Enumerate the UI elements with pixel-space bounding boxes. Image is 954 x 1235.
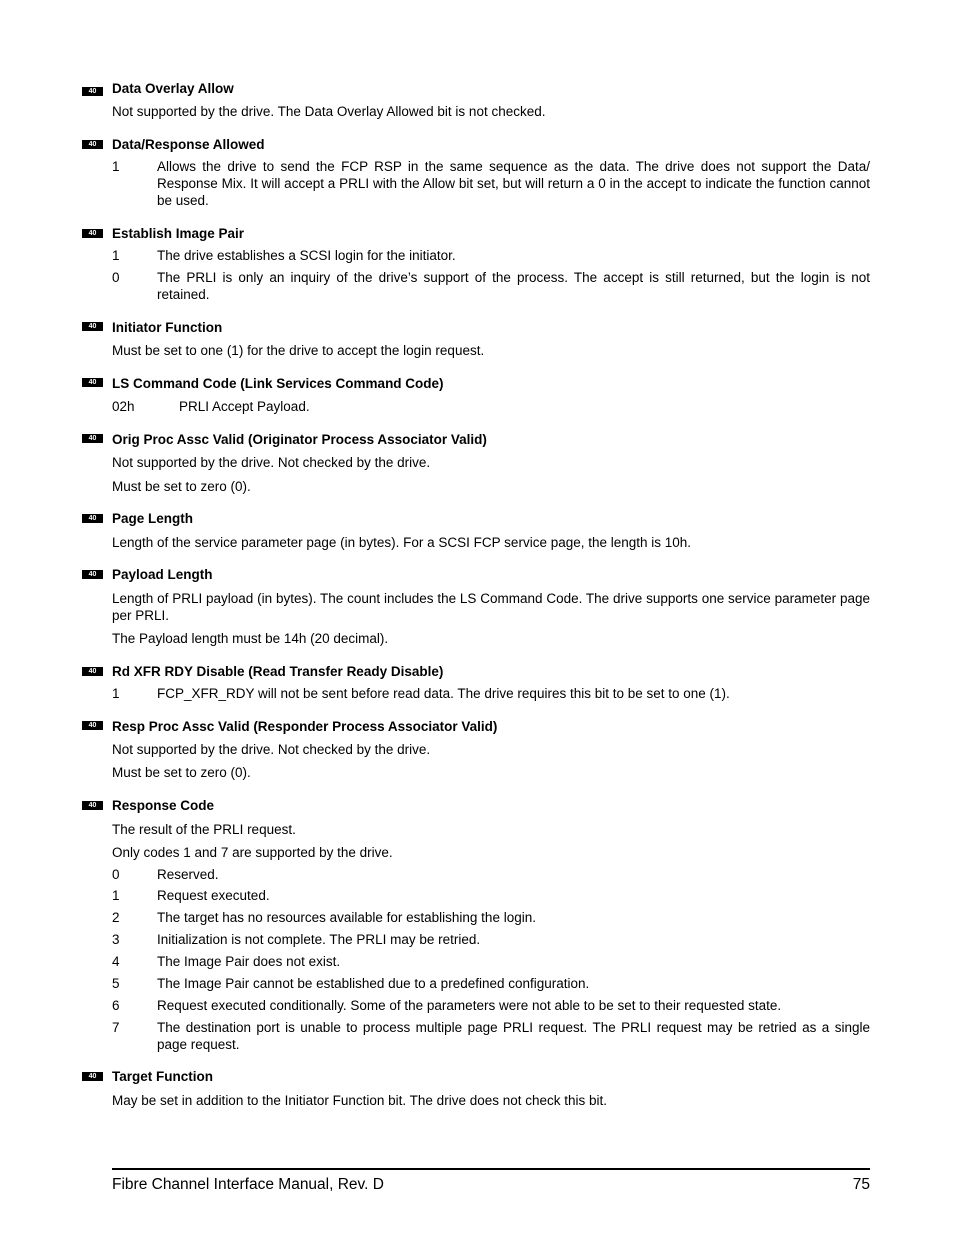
value-description: The PRLI is only an inquiry of the drive’s support of the process. The accept is still returned, but the login is not retained. xyxy=(157,270,870,302)
value-code: 02h xyxy=(112,399,135,414)
bit-width-badge: 40 xyxy=(82,229,103,238)
field-description: Length of the service parameter page (in bytes). For a SCSI FCP service page, the length is 10h. xyxy=(112,535,692,550)
footer-rule xyxy=(112,1168,870,1170)
field-heading: Payload Length xyxy=(112,567,213,582)
value-description: The drive establishes a SCSI login for the initiator. xyxy=(157,248,456,263)
value-description: PRLI Accept Payload. xyxy=(179,399,310,414)
bit-width-badge: 40 xyxy=(82,322,103,331)
field-description: May be set in addition to the Initiator Function bit. The drive does not check this bit. xyxy=(112,1093,608,1108)
field-heading: Orig Proc Assc Valid (Originator Process Associator Valid) xyxy=(112,432,487,447)
field-heading: LS Command Code (Link Services Command Code) xyxy=(112,376,444,391)
bit-width-badge: 40 xyxy=(82,87,103,96)
value-description: Request executed. xyxy=(157,888,270,903)
value-code: 4 xyxy=(112,954,120,969)
value-description: The destination port is unable to process multiple page PRLI request. The PRLI request may be retried as a single page request. xyxy=(157,1020,870,1052)
value-code: 7 xyxy=(112,1020,120,1035)
bit-width-badge: 40 xyxy=(82,514,103,523)
value-description: Request executed conditionally. Some of the parameters were not able to be set to their requested state. xyxy=(157,998,782,1013)
value-code: 5 xyxy=(112,976,120,991)
value-code: 0 xyxy=(112,270,120,285)
field-description: Not supported by the drive. Not checked by the drive. xyxy=(112,455,431,470)
field-description: Only codes 1 and 7 are supported by the drive. xyxy=(112,845,393,860)
footer-title: Fibre Channel Interface Manual, Rev. D xyxy=(112,1176,384,1193)
bit-width-badge: 40 xyxy=(82,140,103,149)
field-description: Must be set to zero (0). xyxy=(112,765,251,780)
value-code: 3 xyxy=(112,932,120,947)
field-description: The Payload length must be 14h (20 decimal). xyxy=(112,631,389,646)
field-heading: Target Function xyxy=(112,1069,213,1084)
field-heading: Resp Proc Assc Valid (Responder Process Associator Valid) xyxy=(112,719,498,734)
value-code: 1 xyxy=(112,159,120,174)
field-heading: Data Overlay Allow xyxy=(112,81,234,96)
field-description: Not supported by the drive. The Data Overlay Allowed bit is not checked. xyxy=(112,104,546,119)
value-description: Initialization is not complete. The PRLI may be retried. xyxy=(157,932,481,947)
field-description: The result of the PRLI request. xyxy=(112,822,296,837)
field-heading: Rd XFR RDY Disable (Read Transfer Ready Disable) xyxy=(112,664,444,679)
value-code: 0 xyxy=(112,867,120,882)
bit-width-badge: 40 xyxy=(82,378,103,387)
field-description: Must be set to zero (0). xyxy=(112,479,251,494)
field-description: Not supported by the drive. Not checked by the drive. xyxy=(112,742,431,757)
bit-width-badge: 40 xyxy=(82,434,103,443)
value-code: 2 xyxy=(112,910,120,925)
value-code: 1 xyxy=(112,686,120,701)
field-description: Length of PRLI payload (in bytes). The count includes the LS Command Code. The drive supports one service parameter page per PRLI. xyxy=(112,591,870,623)
value-description: Reserved. xyxy=(157,867,219,882)
value-description: Allows the drive to send the FCP RSP in the same sequence as the data. The drive does not support the Data/ Response Mix. It will accept a PRLI with the Allow bit set, but will return a 0 in the accept to indicate the function cannot be used. xyxy=(157,159,870,208)
bit-width-badge: 40 xyxy=(82,801,103,810)
field-description: Must be set to one (1) for the drive to accept the login request. xyxy=(112,343,485,358)
field-heading: Page Length xyxy=(112,511,194,526)
bit-width-badge: 40 xyxy=(82,1072,103,1081)
value-description: The Image Pair cannot be established due to a predefined configuration. xyxy=(157,976,590,991)
value-description: FCP_XFR_RDY will not be sent before read data. The drive requires this bit to be set to one (1). xyxy=(157,686,730,701)
field-heading: Data/Response Allowed xyxy=(112,137,265,152)
bit-width-badge: 40 xyxy=(82,570,103,579)
value-code: 6 xyxy=(112,998,120,1013)
page-number: 75 xyxy=(852,1176,870,1193)
value-description: The Image Pair does not exist. xyxy=(157,954,341,969)
value-code: 1 xyxy=(112,888,120,903)
field-heading: Response Code xyxy=(112,798,215,813)
bit-width-badge: 40 xyxy=(82,667,103,676)
field-heading: Initiator Function xyxy=(112,320,223,335)
bit-width-badge: 40 xyxy=(82,721,103,730)
value-code: 1 xyxy=(112,248,120,263)
value-description: The target has no resources available for establishing the login. xyxy=(157,910,536,925)
field-heading: Establish Image Pair xyxy=(112,226,245,241)
